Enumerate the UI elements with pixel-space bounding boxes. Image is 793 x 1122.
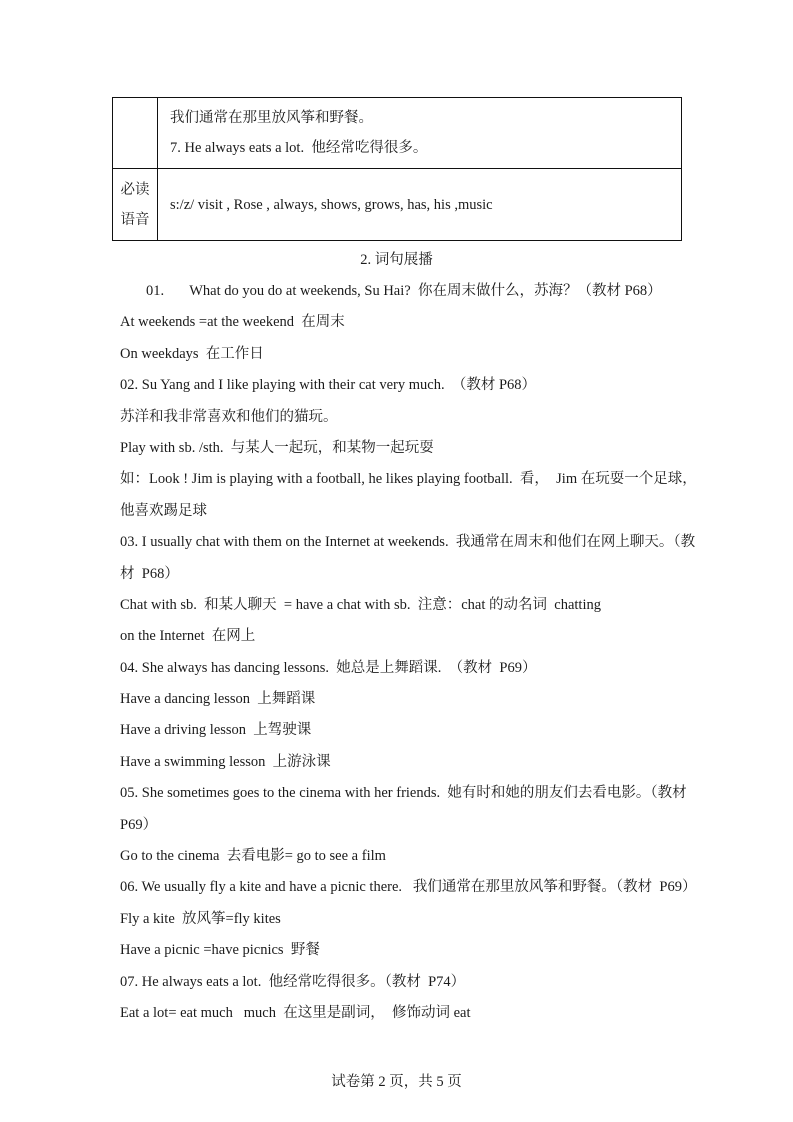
table-content-cell [158,98,682,169]
text-line: Fly a kite 放风筝=fly kites [120,910,281,927]
page-footer: 试卷第 2 页，共 5 页 [331,1074,462,1090]
text-line: 07. He always eats a lot. 他经常吃得很多。（教材 P74） [120,973,466,990]
table-text-line: s:/z/ visit , Rose , always, shows, grows, has, his ,music [170,196,493,213]
text-line: Have a dancing lesson 上舞蹈课 [120,691,316,708]
text-line: on the Internet 在网上 [120,628,256,645]
text-line: 如：Look ! Jim is playing with a football, he likes playing football. 看， Jim 在玩耍一个足球， [120,471,697,488]
text-line: Eat a lot= eat much much 在这里是副词， 修饰动词 eat [120,1004,471,1021]
text-line: Have a swimming lesson 上游泳课 [120,753,331,770]
table-content-cell [158,169,682,241]
text-line: Chat with sb. 和某人聊天 = have a chat with sb. 注意：chat 的动名词 chatting [120,596,601,613]
text-line: Have a driving lesson 上驾驶课 [120,722,312,739]
table-row-phonics [113,169,682,241]
text-line: 苏洋和我非常喜欢和他们的猫玩。 [120,408,338,425]
table-label-line: 语音 [120,211,150,228]
table-label-cell-empty [113,98,158,169]
section-title: 2. 词句展播 [360,252,433,268]
text-line: 06. We usually fly a kite and have a picnic there. 我们通常在那里放风筝和野餐。（教材 P69） [120,879,697,896]
text-line: At weekends =at the weekend 在周末 [120,314,345,331]
text-line: P69） [120,816,158,833]
table-text-line: 我们通常在那里放风筝和野餐。 [170,110,373,126]
text-line: 04. She always has dancing lessons. 她总是上舞蹈课. （教材 P69） [120,659,537,676]
text-line: 01. What do you do at weekends, Su Hai? 你在周末做什么，苏海？（教材 P68） [146,283,662,299]
table-label-line: 必读 [120,181,150,198]
text-line: On weekdays 在工作日 [120,345,264,362]
text-line: 他喜欢踢足球 [120,502,207,519]
table-text-line: 7. He always eats a lot. 他经常吃得很多。 [170,140,428,156]
table-row-translation [113,98,682,169]
text-line: 05. She sometimes goes to the cinema with her friends. 她有时和她的朋友们去看电影。（教材 [120,785,687,802]
notes-table [112,97,682,241]
text-line: Play with sb. /sth. 与某人一起玩，和某物一起玩耍 [120,439,434,456]
table-label-cell-phonics [113,169,158,241]
text-line: Go to the cinema 去看电影= go to see a film [120,848,386,865]
text-line: 03. I usually chat with them on the Internet at weekends. 我通常在周末和他们在网上聊天。（教 [120,534,696,551]
text-line: 材 P68） [120,565,179,582]
text-line: Have a picnic =have picnics 野餐 [120,942,320,959]
text-line: 02. Su Yang and I like playing with their cat very much. （教材 P68） [120,377,537,394]
body-text [0,276,793,1029]
